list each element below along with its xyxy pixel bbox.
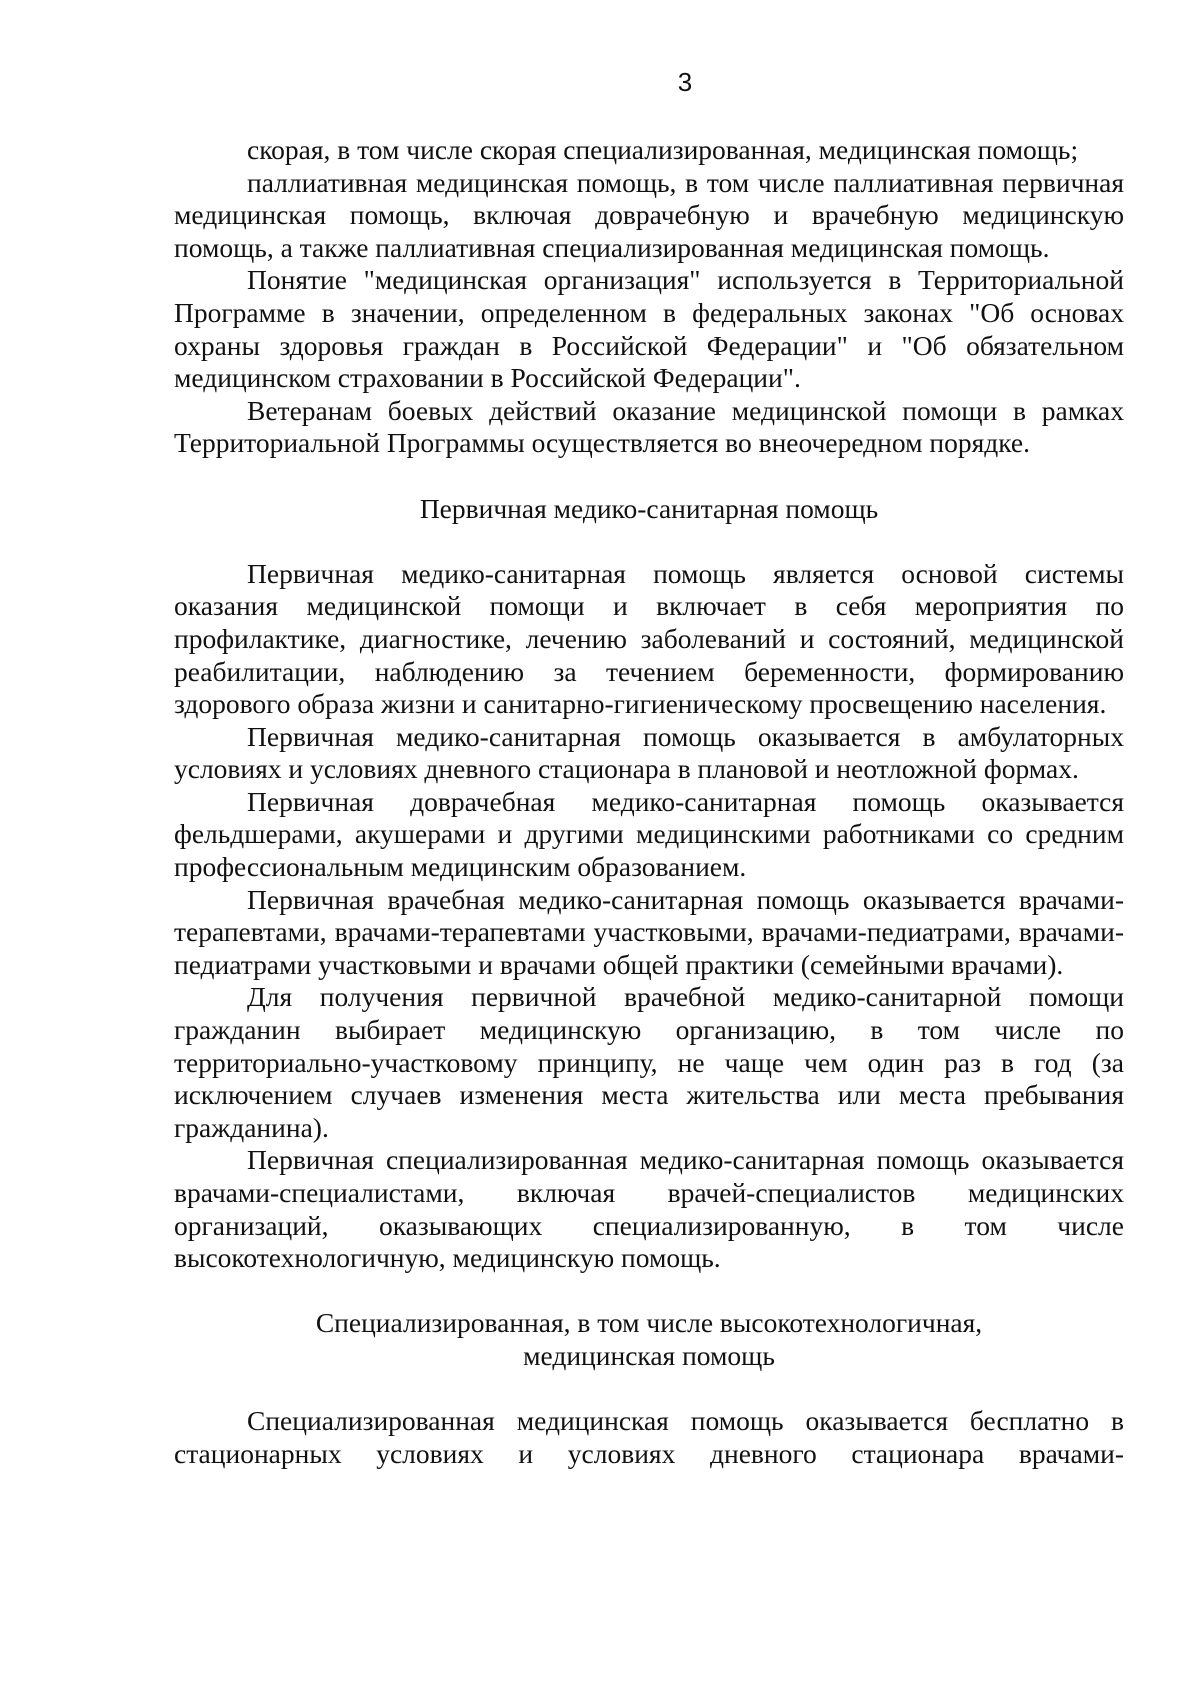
paragraph-specialized-care-free: Специализированная медицинская помощь оказывается бесплатно в стационарных условиях и условиях дневного стационара врачами-	[174, 1405, 1124, 1469]
paragraph-veterans-priority: Ветеранам боевых действий оказание медицинской помощи в рамках Территориальной Программы осуществляется во внеочередном порядке.	[174, 394, 1124, 459]
section-heading-specialized-care-line-1: Специализированная, в том числе высокотехнологичная,	[315, 1307, 983, 1339]
paragraph-palliative-care: паллиативная медицинская помощь, в том числе паллиативная первичная медицинская помощь, включая доврачебную и врачебную медицинскую помощь, а также паллиативная специализированная медицинская помощь.	[174, 166, 1124, 263]
document-body	[174, 134, 1124, 1470]
paragraph-primary-physician-care: Первичная врачебная медико-санитарная помощь оказывается врачами-терапевтами, врачами-терапевтами участковыми, врачами-педиатрами, врачами-педиатрами участковыми и врачами общей практики (семейными врачами).	[174, 883, 1124, 980]
paragraph-medical-organization-definition: Понятие "медицинская организация" используется в Территориальной Программе в значении, определенном в федеральных законах "Об основах охраны здоровья граждан в Российской Федерации" и "Об обязательном медицинском страховании в Российской Федерации".	[174, 264, 1124, 394]
paragraph-primary-prephysician-care: Первичная доврачебная медико-санитарная помощь оказывается фельдшерами, акушерами и другими медицинскими работниками со средним профессиональным медицинским образованием.	[174, 785, 1124, 883]
paragraph-ambulance-care: скорая, в том числе скорая специализированная, медицинская помощь;	[247, 134, 1079, 165]
paragraph-primary-care-settings: Первичная медико-санитарная помощь оказывается в амбулаторных условиях и условиях дневного стационара в плановой и неотложной формах.	[174, 720, 1124, 785]
paragraph-choice-of-organization: Для получения первичной врачебной медико-санитарной помощи гражданин выбирает медицинскую организацию, в том числе по территориально-участковому принципу, не чаще чем один раз в год (за исключением случаев изменения места жительства или места пребывания гражданина).	[174, 981, 1124, 1143]
section-heading-primary-care: Первичная медико-санитарная помощь	[419, 492, 879, 524]
section-heading-specialized-care-line-2: медицинская помощь	[523, 1339, 775, 1371]
page-number: 3	[677, 67, 693, 97]
paragraph-primary-care-basis: Первичная медико-санитарная помощь является основой системы оказания медицинской помощи и включает в себя мероприятия по профилактике, диагностике, лечению заболеваний и состояний, медицинской реабилитации, наблюдению за течением беременности, формированию здорового образа жизни и санитарно-гигиеническому просвещению населения.	[174, 557, 1124, 720]
paragraph-primary-specialized-care: Первичная специализированная медико-санитарная помощь оказывается врачами-специалистами, включая врачей-специалистов медицинских организаций, оказывающих специализированную, в том числе высокотехнологичную, медицинскую помощь.	[174, 1144, 1124, 1274]
